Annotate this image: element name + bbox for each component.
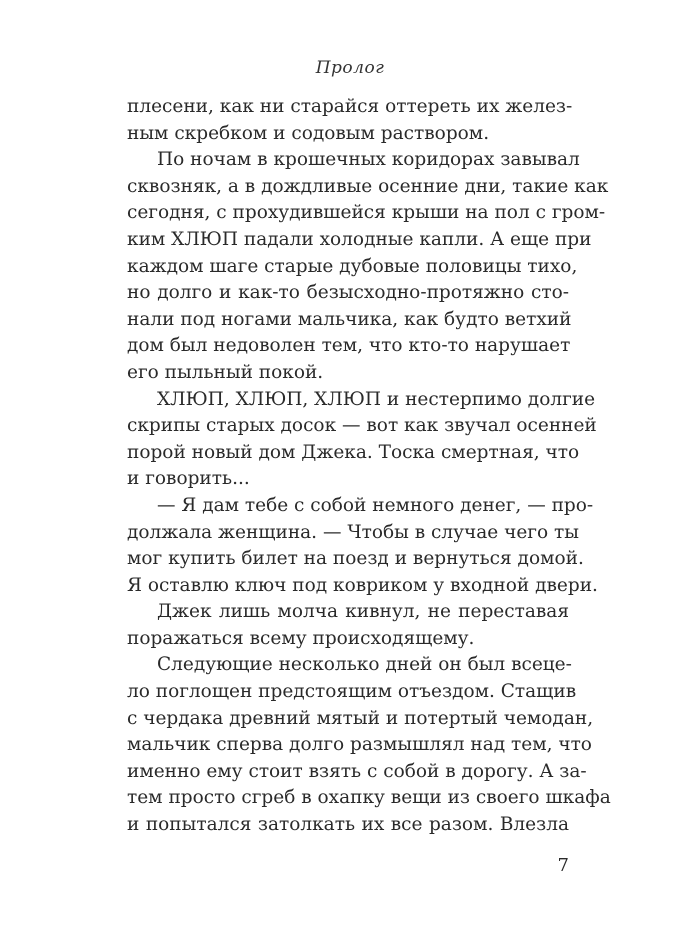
- text-line: нали под ногами мальчика, как будто ветхий: [127, 308, 572, 330]
- text-line: — Я дам тебе с собой немного денег, — про-: [157, 494, 594, 516]
- text-line: Джек лишь молча кивнул, не переставая: [157, 601, 569, 623]
- text-line: и говорить...: [127, 468, 250, 490]
- text-line: и попытался затолкать их все разом. Влезла: [127, 814, 569, 836]
- text-line: ло поглощен предстоящим отъездом. Стащив: [127, 681, 577, 703]
- text-line: По ночам в крошечных коридорах завывал: [157, 149, 580, 171]
- text-line: сегодня, с прохудившейся крыши на пол с гром-: [127, 202, 606, 224]
- text-line: должала женщина. — Чтобы в случае чего ты: [127, 521, 579, 543]
- text-line: сквозняк, а в дождливые осенние дни, такие как: [127, 175, 609, 197]
- text-line: мальчик сперва долго размышлял над тем, что: [127, 734, 592, 756]
- text-line: каждом шаге старые дубовые половицы тихо,: [127, 255, 578, 277]
- text-line: тем просто сгреб в охапку вещи из своего шкафа: [127, 787, 611, 809]
- text-line: его пыльный покой.: [127, 361, 324, 383]
- text-line: мог купить билет на поезд и вернуться домой.: [127, 548, 584, 570]
- text-line: Следующие несколько дней он был всеце-: [157, 654, 572, 676]
- text-line: поражаться всему происходящему.: [127, 627, 475, 649]
- body-text: [127, 94, 611, 839]
- text-line: именно ему стоит взять с собой в дорогу. А за-: [127, 760, 587, 782]
- running-title: Пролог: [315, 58, 385, 78]
- text-line: Я оставлю ключ под ковриком у входной двери.: [127, 574, 598, 596]
- text-line: с чердака древний мятый и потертый чемодан,: [127, 707, 594, 729]
- text-line: скрипы старых досок — вот как звучал осенней: [127, 415, 597, 437]
- text-line: ким ХЛЮП падали холодные капли. А еще при: [127, 228, 592, 250]
- text-line: порой новый дом Джека. Тоска смертная, что: [127, 441, 580, 463]
- text-line: дом был недоволен тем, что кто-то нарушает: [127, 335, 571, 357]
- text-line: ным скребком и содовым раствором.: [127, 122, 490, 144]
- text-line: ХЛЮП, ХЛЮП, ХЛЮП и нестерпимо долгие: [157, 388, 596, 410]
- text-line: но долго и как-то безысходно-протяжно сто-: [127, 282, 569, 304]
- page-number: 7: [557, 855, 569, 876]
- text-line: плесени, как ни старайся оттереть их желез-: [127, 96, 573, 117]
